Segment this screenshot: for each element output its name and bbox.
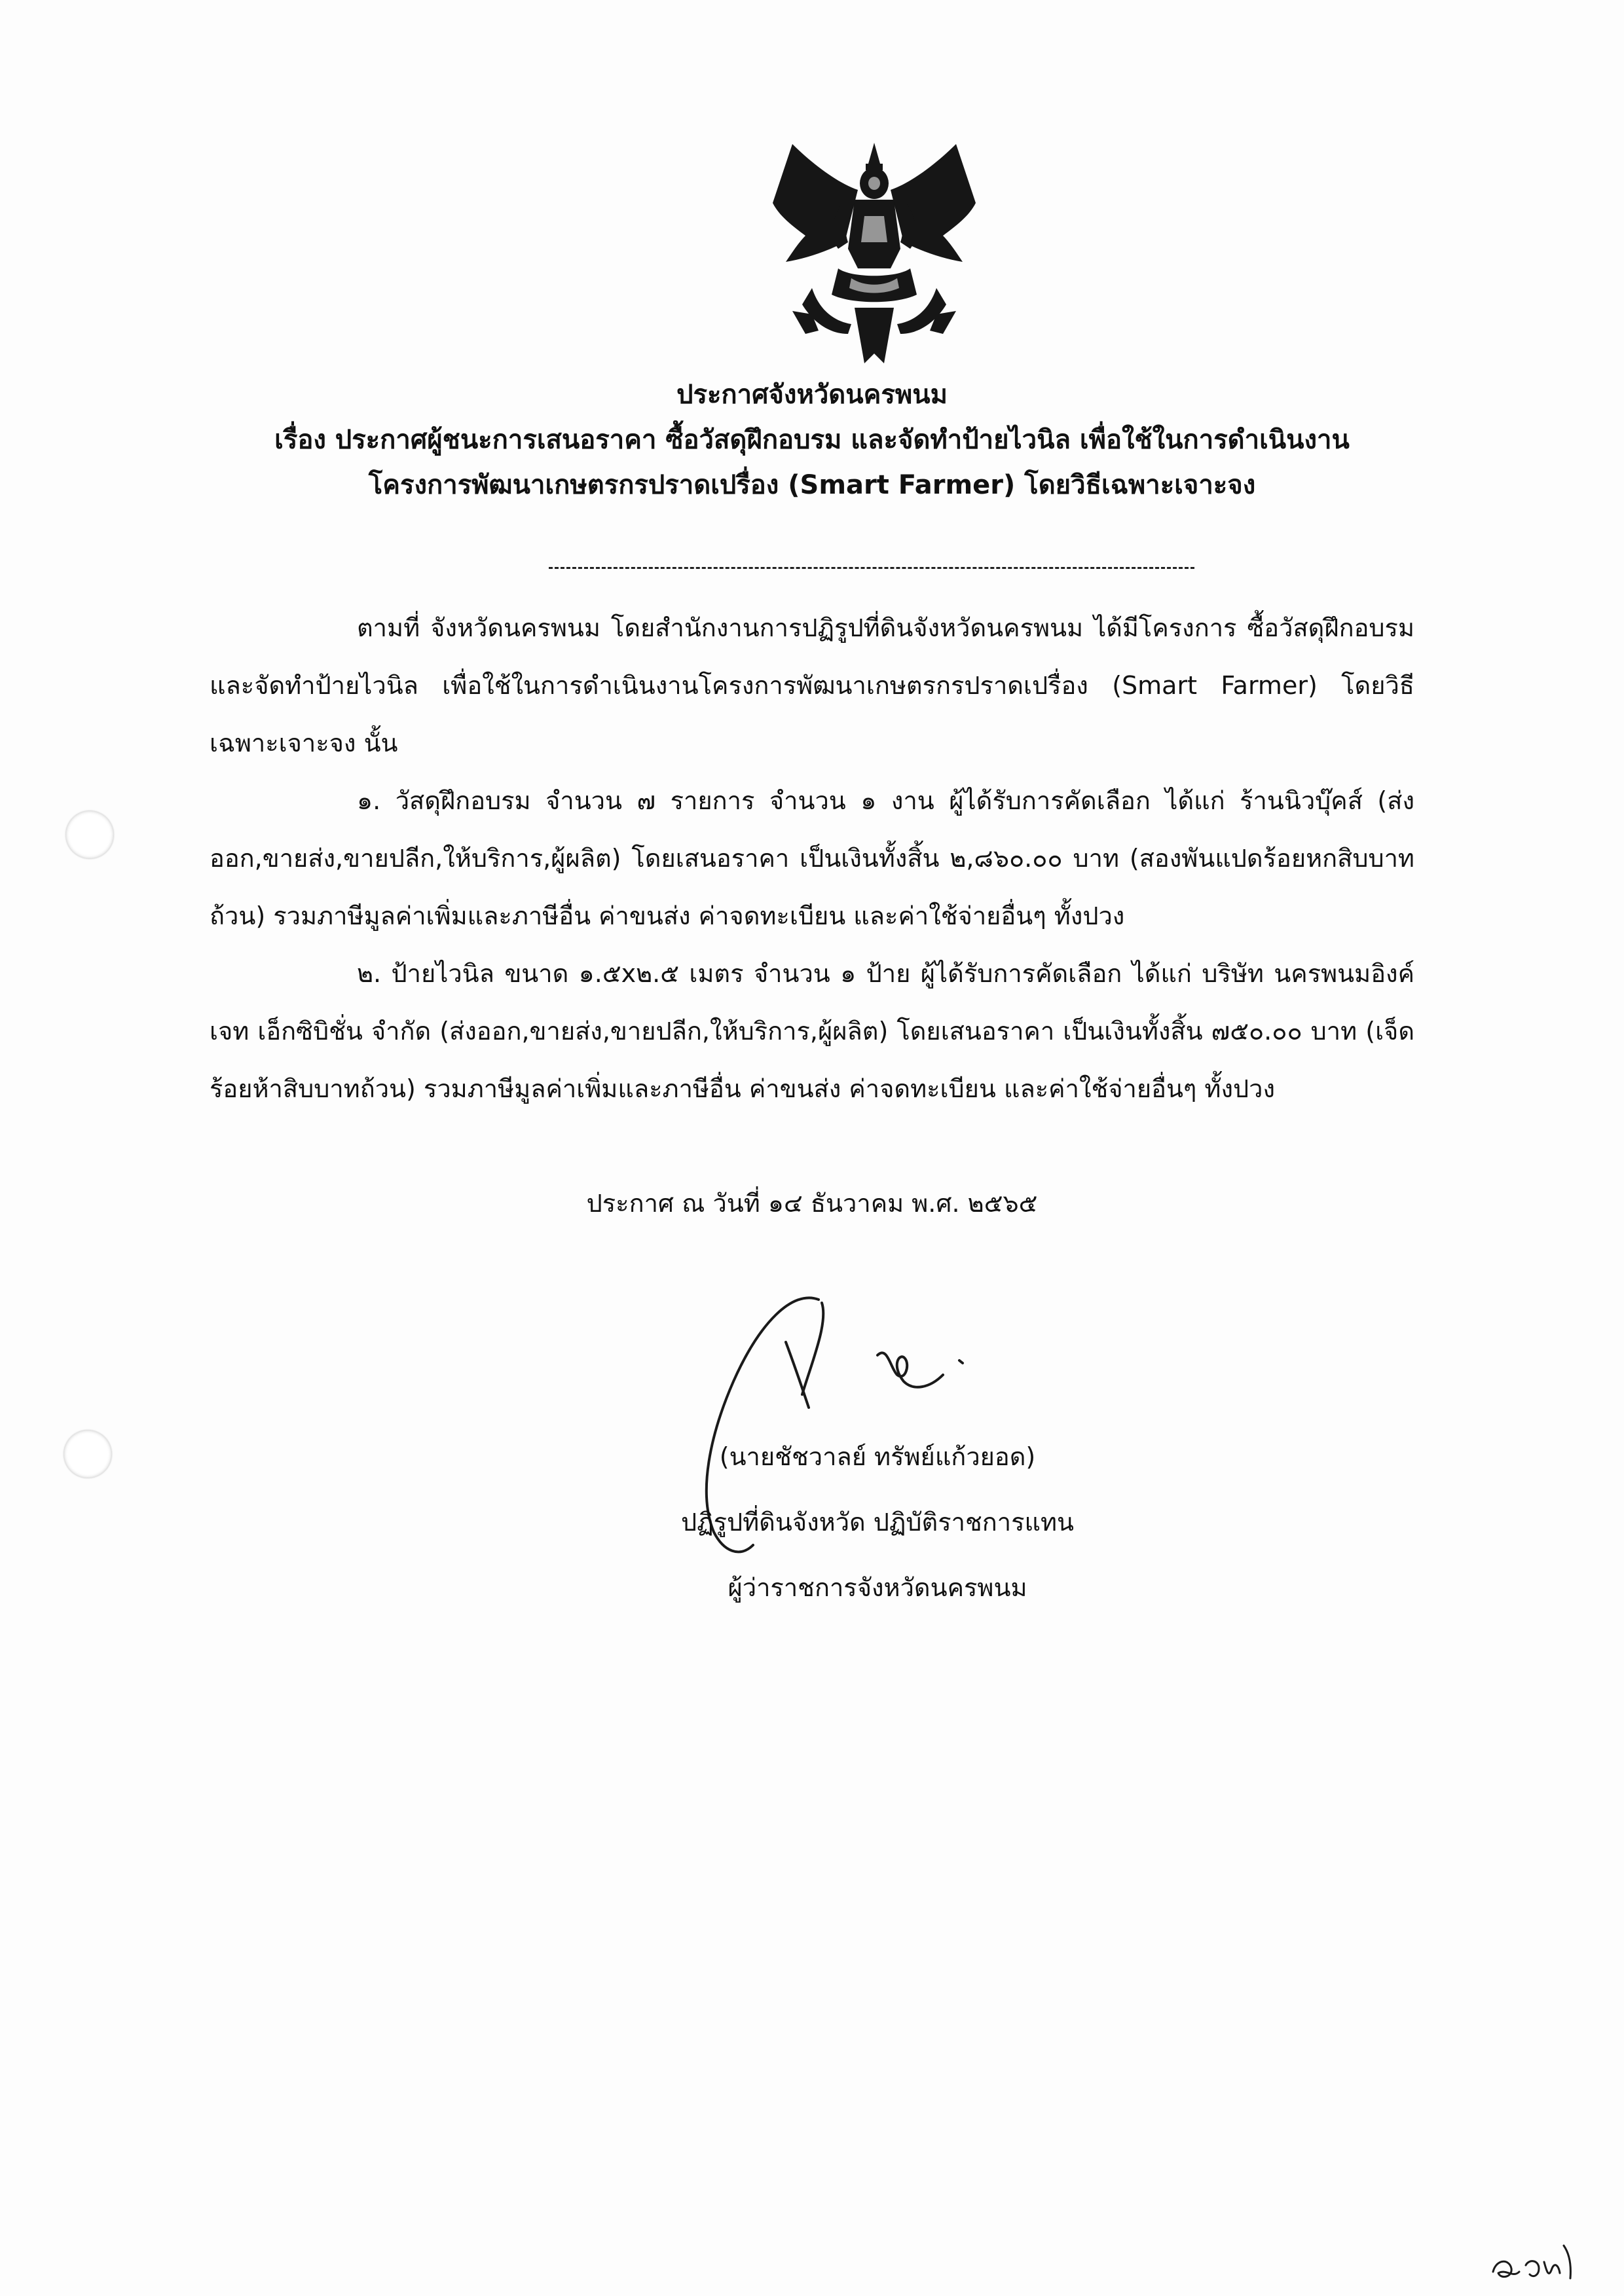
announcement-date: ประกาศ ณ วันที่ ๑๔ ธันวาคม พ.ศ. ๒๕๖๕	[586, 1189, 1038, 1218]
item-1-paragraph: ๑. วัสดุฝึกอบรม จำนวน ๗ รายการ จำนวน ๑ งาน ผู้ได้รับการคัดเลือก ได้แก่ ร้านนิวบุ๊คส์ (ส่งออก,ขายส่ง,ขายปลีก,ให้บริการ,ผู้ผลิต) โดยเสนอราคา เป็นเงินทั้งสิ้น ๒,๘๖๐.๐๐ บาท (สองพันแปดร้อยหกสิบบาทถ้วน) รวมภาษีมูลค่าเพิ่มและภาษีอื่น ค่าขนส่ง ค่าจดทะเบียน และค่าใช้จ่ายอื่นๆ ทั้งปวง	[210, 786, 1414, 930]
handwritten-initials	[1486, 2232, 1585, 2291]
garuda-emblem	[766, 137, 982, 367]
document-body	[210, 599, 1414, 1118]
document-subject-line-2: โครงการพัฒนาเกษตรกรปราดเปรื่อง (Smart Farmer) โดยวิธีเฉพาะเจาะจง	[368, 470, 1256, 500]
document-title: ประกาศจังหวัดนครพนม	[676, 380, 948, 410]
header-separator	[549, 567, 1194, 569]
signatory-name: (นายชัชวาลย์ ทรัพย์แก้วยอด)	[719, 1442, 1036, 1471]
document-subject-line-1: เรื่อง ประกาศผู้ชนะการเสนอราคา ซื้อวัสดุฝึกอบรม และจัดทำป้ายไวนิล เพื่อใช้ในการดำเนินงาน	[274, 425, 1350, 455]
punch-hole-bottom	[64, 1430, 112, 1478]
intro-paragraph: ตามที่ จังหวัดนครพนม โดยสำนักงานการปฏิรูปที่ดินจังหวัดนครพนม ได้มีโครงการ ซื้อวัสดุฝึกอบรม และจัดทำป้ายไวนิล เพื่อใช้ในการดำเนินงานโครงการพัฒนาเกษตรกรปราดเปรื่อง (Smart Farmer) โดยวิธีเฉพาะเจาะจง นั้น	[210, 613, 1414, 757]
punch-hole-top	[65, 811, 114, 859]
signatory-position-1: ปฏิรูปที่ดินจังหวัด ปฏิบัติราชการแทน	[680, 1508, 1075, 1537]
signatory-block	[616, 1424, 1139, 1620]
signatory-position-2: ผู้ว่าราชการจังหวัดนครพนม	[728, 1573, 1027, 1602]
document-header	[196, 376, 1428, 512]
item-2-paragraph: ๒. ป้ายไวนิล ขนาด ๑.๕x๒.๕ เมตร จำนวน ๑ ป้าย ผู้ได้รับการคัดเลือก ได้แก่ บริษัท นครพนมอิงค์เจท เอ็กซิบิชั่น จำกัด (ส่งออก,ขายส่ง,ขายปลีก,ให้บริการ,ผู้ผลิต) โดยเสนอราคา เป็นเงินทั้งสิ้น ๗๕๐.๐๐ บาท (เจ็ดร้อยห้าสิบบาทถ้วน) รวมภาษีมูลค่าเพิ่มและภาษีอื่น ค่าขนส่ง ค่าจดทะเบียน และค่าใช้จ่ายอื่นๆ ทั้งปวง	[210, 959, 1414, 1103]
